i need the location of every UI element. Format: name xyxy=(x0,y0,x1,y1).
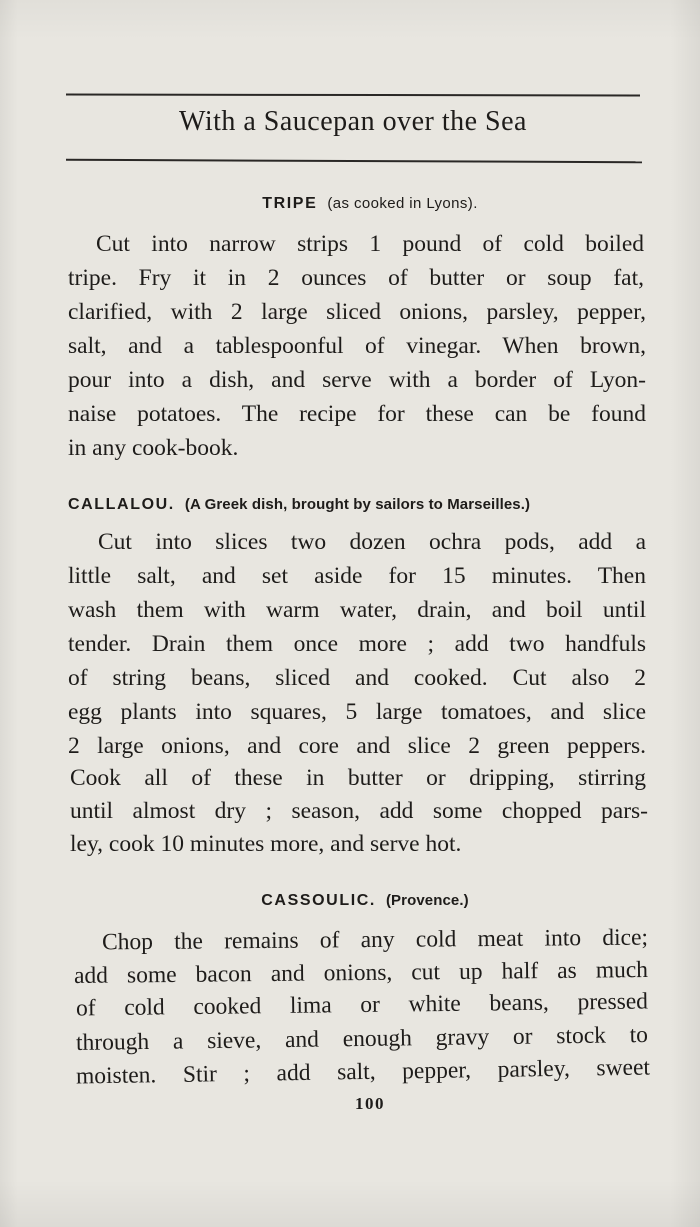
text-line: Cut into narrow strips 1 pound of cold boiled xyxy=(96,231,644,257)
running-head: With a Saucepan over the Sea xyxy=(179,106,527,137)
recipe-note: (A Greek dish, brought by sailors to Marseilles.) xyxy=(184,496,531,513)
text-line: naise potatoes. The recipe for these can be found xyxy=(68,401,646,427)
text-line: through a sieve, and enough gravy or stock to xyxy=(75,1022,649,1056)
text-line: egg plants into squares, 5 large tomatoes, and slice xyxy=(68,699,646,725)
recipe-title: CASSOULIC. xyxy=(261,892,376,909)
text-line: until almost dry ; season, add some chopped pars- xyxy=(70,798,648,824)
text-line: Cook all of these in butter or dripping, stirring xyxy=(70,765,646,791)
text-line: ley, cook 10 minutes more, and serve hot. xyxy=(70,831,462,857)
text-line: clarified, with 2 large sliced onions, parsley, pepper, xyxy=(68,299,646,325)
recipe-title: CALLALOU. xyxy=(68,496,175,513)
text-line: moisten. Stir ; add salt, pepper, parsley, sweet xyxy=(75,1054,651,1090)
text-line: little salt, and set aside for 15 minutes. Then xyxy=(68,563,646,589)
recipe-note: (Provence.) xyxy=(385,892,469,909)
text-line: of cold cooked lima or white beans, pressed xyxy=(75,988,649,1022)
text-line: 2 large onions, and core and slice 2 green peppers. xyxy=(68,733,646,759)
text-line: tender. Drain them once more ; add two handfuls xyxy=(68,631,646,657)
recipe-heading-cassoulic xyxy=(0,892,700,910)
text-line: Cut into slices two dozen ochra pods, add a xyxy=(98,529,646,555)
text-line: tripe. Fry it in 2 ounces of butter or soup fat, xyxy=(68,265,644,291)
text-line: in any cook-book. xyxy=(68,435,239,461)
text-line: pour into a dish, and serve with a border of Lyon- xyxy=(68,367,646,393)
page-number: 100 xyxy=(355,1094,385,1113)
text-line: of string beans, sliced and cooked. Cut also 2 xyxy=(68,665,646,691)
recipe-heading-callalou xyxy=(68,496,530,514)
text-line: wash them with warm water, drain, and boil until xyxy=(68,597,646,623)
recipe-note: (as cooked in Lyons). xyxy=(327,195,478,212)
text-line: add some bacon and onions, cut up half as much xyxy=(73,956,649,990)
text-line: Chop the remains of any cold meat into dice; xyxy=(101,924,649,956)
recipe-heading-tripe xyxy=(0,195,700,213)
header-rule-bottom xyxy=(66,159,642,164)
text-line: salt, and a tablespoonful of vinegar. When brown, xyxy=(68,333,646,359)
header-rule-top xyxy=(66,93,640,96)
recipe-title: TRIPE xyxy=(262,195,318,212)
